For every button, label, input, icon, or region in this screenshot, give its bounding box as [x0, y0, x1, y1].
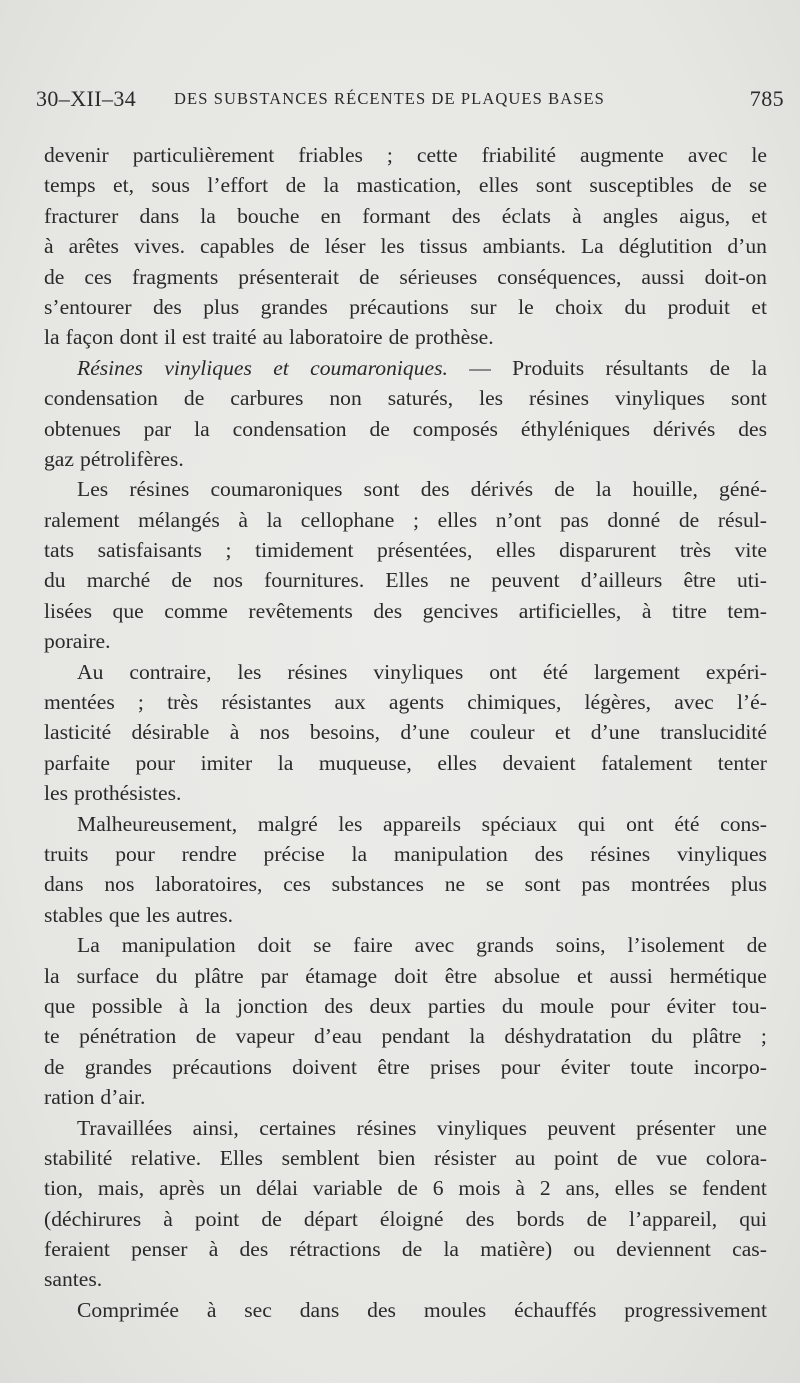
text-line: tats satisfaisants ; timidement présentées, elles disparurent très vite — [44, 538, 767, 563]
text-line: La manipulation doit se faire avec grands soins, l’isolement de — [77, 933, 767, 958]
text-line: te pénétration de vapeur d’eau pendant la déshydratation du plâtre ; — [44, 1024, 767, 1049]
header-title: DES SUBSTANCES RÉCENTES DE PLAQUES BASES — [174, 89, 605, 108]
text-line: obtenues par la condensation de composés éthyléniques dérivés des — [44, 416, 767, 441]
text-line: Au contraire, les résines vinyliques ont été largement expéri- — [77, 659, 767, 684]
text-line: à arêtes vives. capables de léser les tissus ambiants. La déglutition d’un — [44, 234, 767, 259]
text-line: la façon dont il est traité au laboratoire de prothèse. — [44, 325, 494, 350]
text-line: dans nos laboratoires, ces substances ne se sont pas montrées plus — [44, 872, 767, 897]
text-line: s’entourer des plus grandes précautions sur le choix du produit et — [44, 294, 767, 319]
text-line: (déchirures à point de départ éloigné des bords de l’appareil, qui — [44, 1206, 767, 1231]
text-line: tion, mais, après un délai variable de 6 mois à 2 ans, elles se fendent — [44, 1176, 767, 1201]
text-line: poraire. — [44, 629, 111, 654]
text-line: Malheureusement, malgré les appareils spéciaux qui ont été cons- — [77, 811, 767, 836]
text-line: truits pour rendre précise la manipulation des résines vinyliques — [44, 841, 767, 866]
text-line: les prothésistes. — [44, 781, 182, 806]
text-line: de ces fragments présenterait de sérieuses conséquences, aussi doit-on — [44, 264, 767, 289]
running-header — [36, 86, 784, 118]
text-line: du marché de nos fournitures. Elles ne peuvent d’ailleurs être uti- — [44, 568, 767, 593]
text-line: stabilité relative. Elles semblent bien résister au point de vue colora- — [44, 1145, 767, 1170]
text-line: Travaillées ainsi, certaines résines vinyliques peuvent présenter une — [77, 1115, 767, 1140]
body-text — [44, 140, 767, 1325]
text-line: Les résines coumaroniques sont des dérivés de la houille, géné- — [77, 477, 767, 502]
text-line: condensation de carbures non saturés, les résines vinyliques sont — [44, 386, 767, 411]
text-line: parfaite pour imiter la muqueuse, elles devaient fatalement tenter — [44, 750, 767, 775]
header-date: 30–XII–34 — [36, 86, 137, 111]
text-line: ralement mélangés à la cellophane ; elles n’ont pas donné de résul- — [44, 507, 767, 532]
text-line: ration d’air. — [44, 1085, 146, 1110]
text-line: devenir particulièrement friables ; cette friabilité augmente avec le — [44, 143, 767, 167]
text-line: la surface du plâtre par étamage doit être absolue et aussi hermétique — [44, 963, 767, 988]
text-line: Résines vinyliques et coumaroniques. — Produits résultants de la — [77, 355, 767, 380]
text-line: santes. — [44, 1267, 103, 1292]
text-line: lisées que comme revêtements des gencives artificielles, à titre tem- — [44, 598, 767, 623]
page-number: 785 — [749, 86, 784, 111]
text-line: de grandes précautions doivent être prises pour éviter toute incorpo- — [44, 1054, 767, 1079]
text-line: lasticité désirable à nos besoins, d’une couleur et d’une translucidité — [44, 720, 767, 745]
text-line: mentées ; très résistantes aux agents chimiques, légères, avec l’é- — [44, 690, 767, 715]
text-line: temps et, sous l’effort de la mastication, elles sont susceptibles de se — [44, 173, 767, 198]
text-line: gaz pétrolifères. — [44, 446, 184, 471]
text-line: fracturer dans la bouche en formant des éclats à angles aigus, et — [44, 203, 767, 228]
text-line: Comprimée à sec dans des moules échauffés progressivement — [77, 1297, 767, 1322]
text-line: que possible à la jonction des deux parties du moule pour éviter tou- — [44, 993, 767, 1018]
text-line: stables que les autres. — [44, 902, 234, 927]
text-line: feraient penser à des rétractions de la matière) ou deviennent cas- — [44, 1237, 767, 1262]
